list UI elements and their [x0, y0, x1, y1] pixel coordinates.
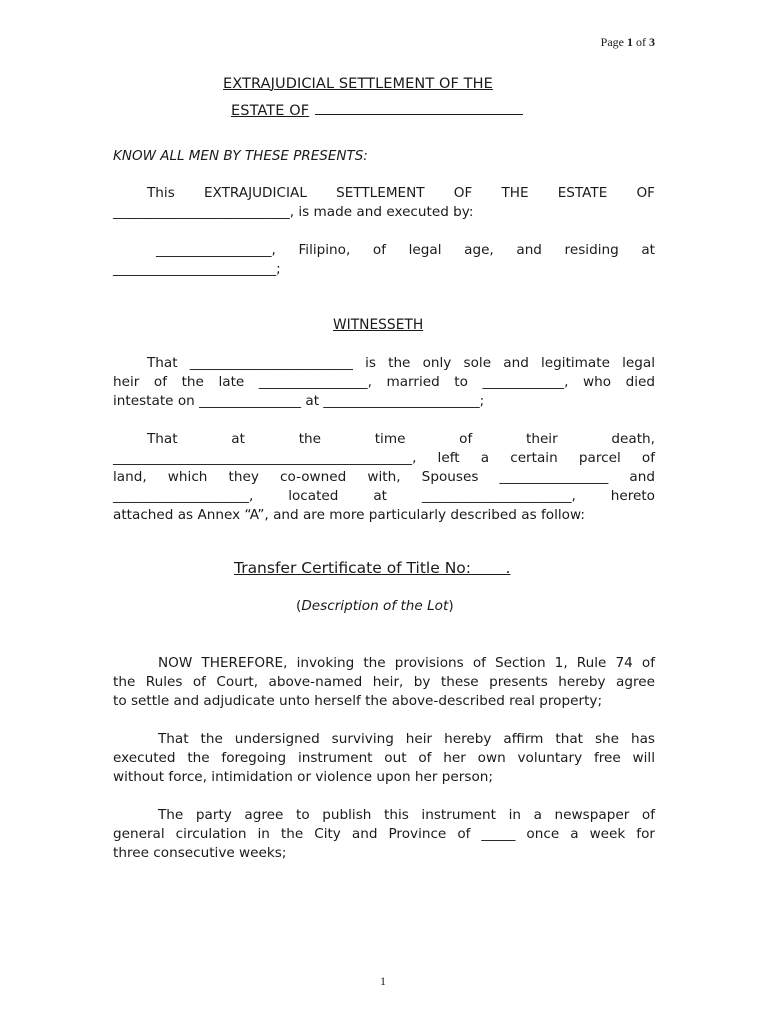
death-line2: ____________________________________________, left a certain parcel of	[113, 449, 655, 466]
know-all-men-heading: KNOW ALL MEN BY THESE PRESENTS:	[113, 148, 368, 164]
intro-paragraph	[113, 184, 655, 222]
lot-description	[296, 598, 454, 614]
death-line1: That at the time of their death,	[147, 431, 655, 447]
page-indicator	[601, 35, 655, 50]
heir-paragraph	[113, 354, 655, 411]
death-paragraph	[113, 430, 655, 525]
tct-heading	[234, 559, 510, 577]
heir-line1: That ________________________ is the only sole and legitimate legal	[147, 355, 655, 371]
lot-description-text: Description of the Lot	[301, 598, 449, 614]
now-line1: NOW THEREFORE, invoking the provisions of Section 1, Rule 74 of	[158, 655, 655, 671]
footer-page-number: 1	[380, 974, 386, 988]
title-line1-text: EXTRAJUDICIAL SETTLEMENT OF THE	[223, 76, 493, 92]
page-of: of	[636, 35, 646, 49]
title-line2-text: ESTATE OF	[231, 103, 310, 119]
death-line4: ____________________, located at ______________________, hereto	[113, 487, 655, 504]
lot-open-paren: (	[296, 598, 302, 614]
document-title-line2	[231, 100, 523, 119]
now-line2: the Rules of Court, above-named heir, by these presents hereby agree	[113, 673, 655, 690]
page-total: 3	[649, 35, 655, 49]
now-therefore-paragraph	[113, 654, 655, 711]
publish-line3: three consecutive weeks;	[113, 844, 287, 861]
affirm-line1: That the undersigned surviving heir hereby affirm that she has	[158, 731, 655, 747]
party-line2: ________________________;	[113, 260, 281, 277]
party-line1: _________________, Filipino, of legal age, and residing at	[156, 242, 655, 258]
tct-label: Transfer Certificate of Title No:	[234, 559, 472, 577]
tct-end: .	[505, 559, 511, 577]
publish-paragraph	[113, 806, 655, 863]
now-line3: to settle and adjudicate unto herself the above-described real property;	[113, 692, 603, 709]
witnesseth-heading: WITNESSETH	[333, 317, 424, 333]
publish-line2: general circulation in the City and Province of _____ once a week for	[113, 825, 655, 842]
death-line5: attached as Annex “A”, and are more particularly described as follow:	[113, 506, 585, 523]
lot-close-paren: )	[448, 598, 454, 614]
page-prefix: Page	[600, 35, 624, 49]
heir-line2: heir of the late ________________, married to ____________, who died	[113, 373, 655, 390]
affirm-line2: executed the foregoing instrument out of her own voluntary free will	[113, 749, 655, 766]
affirm-line3: without force, intimidation or violence upon her person;	[113, 768, 493, 785]
death-line3: land, which they co-owned with, Spouses ________________ and	[113, 468, 655, 485]
estate-name-blank	[315, 100, 523, 115]
document-title-line1	[223, 76, 493, 92]
affirm-paragraph	[113, 730, 655, 787]
page-current: 1	[627, 35, 633, 49]
publish-line1: The party agree to publish this instrument in a newspaper of	[158, 807, 655, 823]
intro-line2: __________________________, is made and executed by:	[113, 203, 474, 220]
heir-line3: intestate on _______________ at _______________________;	[113, 392, 485, 409]
tct-number-blank	[471, 559, 506, 577]
intro-line1: This EXTRAJUDICIAL SETTLEMENT OF THE ESTATE OF	[147, 185, 655, 201]
party-paragraph	[113, 241, 655, 279]
